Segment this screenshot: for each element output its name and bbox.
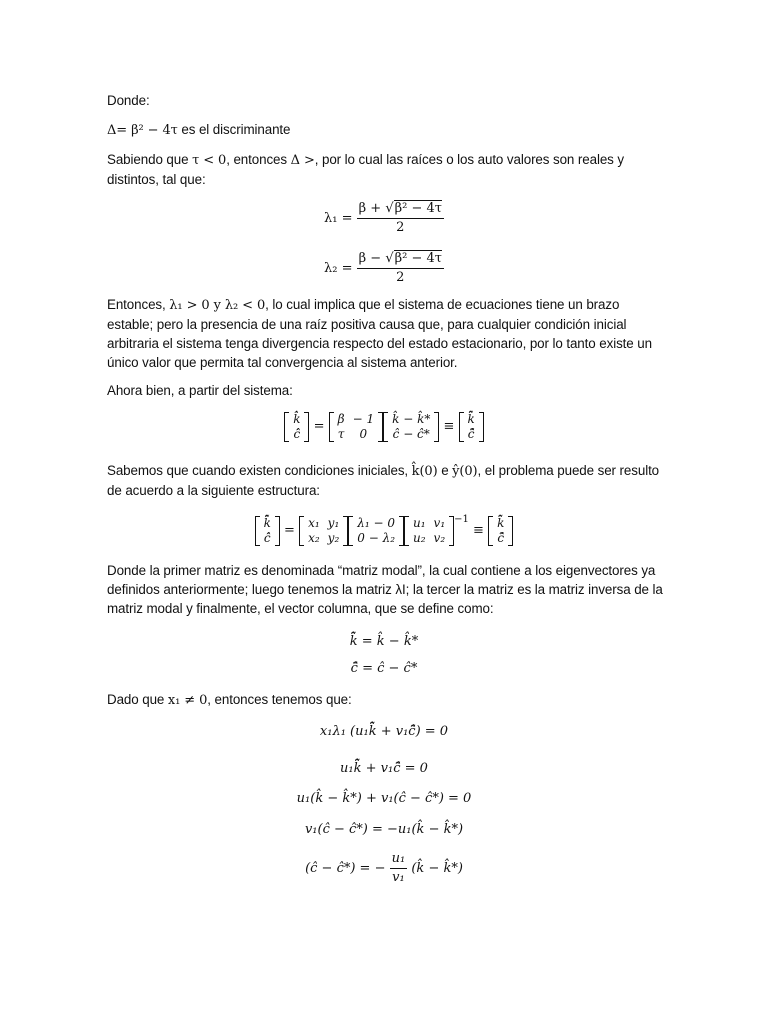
ahora-paragraph: Ahora bien, a partir del sistema: (107, 383, 293, 398)
dado-text-2: , entonces tenemos que: (207, 692, 352, 707)
equation-1: x₁λ₁ (u₁k̂̃ + v₁ĉ̃) = 0 (319, 724, 449, 739)
lambda1-fraction (357, 200, 444, 237)
lambda1-equation (0, 200, 768, 237)
discriminant-line (107, 120, 663, 140)
tau-condition: τ < 0 (192, 153, 227, 168)
lambda2-radicand: β² − 4τ (394, 251, 442, 266)
equation-4: v₁(ĉ − ĉ*) = −u₁(k̂ − k̂*) (304, 822, 464, 837)
lambda1-radicand: β² − 4τ (394, 201, 442, 216)
structure-rhs-vector: k̂̃ ĉ̃ (488, 516, 513, 546)
sabiendo-text-1: Sabiendo que (107, 152, 193, 167)
equation-5-lhs: (ĉ − ĉ*) = − (305, 860, 386, 876)
sabemos-paragraph (107, 461, 663, 500)
entonces-text-1: Entonces, (107, 297, 170, 312)
entonces-paragraph (107, 295, 663, 372)
lambda1-lhs: λ₁ = (324, 210, 353, 226)
lambda2-numerator: β − √ (358, 251, 394, 266)
lambda2-equation (0, 250, 768, 287)
eigenvalue-matrix: λ₁ − 0 0 − λ₂ (348, 516, 404, 546)
sabemos-text-2: e (437, 463, 453, 478)
equation-2: u₁k̂̃ + v₁ĉ̃ = 0 (340, 761, 428, 776)
sabiendo-text-3: , por lo cual las raíces o los auto valores son reales y distintos, tal que: (107, 152, 624, 187)
k-initial: k̂(0) (411, 464, 438, 479)
sabiendo-text-2: , entonces (226, 152, 291, 167)
donde-label: Donde: (107, 93, 150, 108)
system-deviation-vector: k̂ − k̂* ĉ − ĉ* (383, 412, 439, 442)
discriminant-text: es el discriminante (177, 122, 291, 137)
sabemos-text-1: Sabemos que cuando existen condiciones iniciales, (107, 463, 412, 478)
equation-5-numerator: u₁ (390, 850, 408, 869)
equation-5-rhs: (k̂ − k̂*) (411, 860, 463, 876)
definition-k: k̂̃ = k̂ − k̂* (349, 634, 419, 649)
modal-matrix: x₁ y₁ x₂ y₂ (299, 516, 348, 546)
structure-lhs-vector: k̂̃̇ ĉ̇ (255, 516, 280, 546)
system-rhs-vector: k̂̃ ĉ̃ (459, 412, 484, 442)
structure-equation: k̂̃̇ ĉ̇ = x₁ y₁ x₂ y₂ λ₁ − 0 0 − λ₂ u₁ v₁ u₂ v₂ $^{-1}$ ≡ k̂̃ ĉ̃ (0, 511, 768, 546)
definition-c: ĉ̃ = ĉ − ĉ* (350, 661, 418, 676)
inverse-modal-matrix: u₁ v₁ u₂ v₂ (404, 516, 454, 546)
lambda1-numerator: β + √ (358, 201, 394, 216)
lambda2-lhs: λ₂ = (324, 260, 353, 276)
y-initial: ŷ(0) (452, 464, 478, 479)
discriminant-formula: Δ= β² − 4τ (107, 123, 178, 138)
lambda2-denominator: 2 (396, 270, 405, 285)
lambda2-fraction (357, 250, 444, 287)
equation-5-denominator: v₁ (392, 870, 405, 885)
equation-5 (0, 850, 768, 887)
x1-condition: x₁ ≠ 0 (167, 693, 208, 708)
entonces-text-2: , lo cual implica que el sistema de ecuaciones tiene un brazo estable; pero la presencia de una raíz positiva causa que, para cualquier condición inicial arbitraria el sistema tenga divergencia respecto del estado estacionario, por lo tanto existe un único valor que permita tal convergencia al sistema anterior. (107, 297, 652, 370)
system-lhs-vector: k̂̇ ĉ̇ (284, 412, 309, 442)
sabemos-text-3: , el problema puede ser resulto de acuerdo a la siguiente estructura: (107, 463, 660, 498)
inverse-exponent: −1 (454, 514, 469, 525)
equation-5-fraction (390, 850, 408, 887)
system-equation: k̂̇ ĉ̇ = β − 1 τ 0 k̂ − k̂* ĉ − ĉ* ≡ k̂̃ ĉ̃ (0, 412, 768, 442)
equation-3: u₁(k̂ − k̂*) + v₁(ĉ − ĉ*) = 0 (296, 791, 472, 806)
delta-condition: Δ > (290, 153, 315, 168)
system-coefficient-matrix: β − 1 τ 0 (329, 412, 383, 442)
lambda1-denominator: 2 (396, 220, 405, 235)
sabiendo-paragraph (107, 150, 663, 189)
donde2-paragraph: Donde la primer matriz es denominada “matriz modal”, la cual contiene a los eigenvectores ya definidos anteriormente; luego tenemos la matriz λI; la tercer la matriz es la matriz inversa de la matriz modal y finalmente, el vector columna, que se define como: (107, 563, 663, 616)
dado-text-1: Dado que (107, 692, 168, 707)
lambda-conditions: λ₁ > 0 y λ₂ < 0 (169, 298, 266, 313)
dado-paragraph (107, 690, 663, 710)
